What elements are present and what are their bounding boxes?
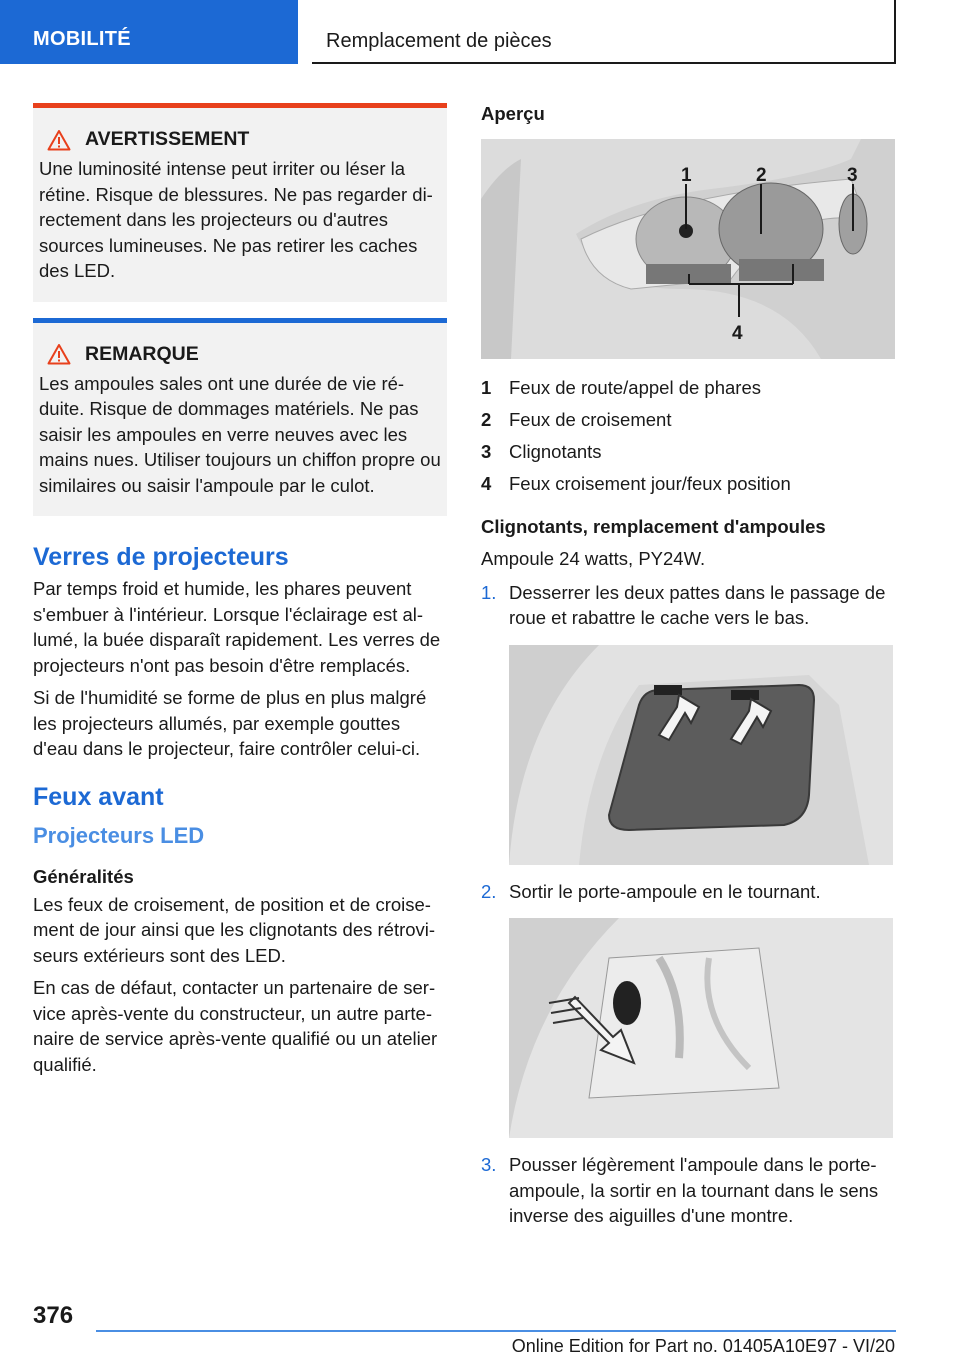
indicators-bulb: Ampoule 24 watts, PY24W. (481, 548, 706, 569)
step-number: 1. (481, 581, 497, 603)
legend-label: Feux de croisement (509, 409, 672, 430)
step-item (481, 580, 895, 631)
warning-text: Une luminosité intense peut irriter ou léser la rétine. Risque de blessures. Ne pas regarder di-rectement dans les projecteurs ou d'autres sources lumineuses. Ne pas retirer les caches des LED. (39, 158, 433, 281)
wheel-arch-cover-figure (509, 645, 893, 865)
warning-triangle-icon (47, 343, 71, 365)
callout-1: 1 (681, 165, 692, 186)
headlight-illustration (481, 139, 895, 359)
warning-title (39, 128, 441, 151)
lenses-paragraph-2: Si de l'humidité se forme de plus en plus malgré les projecteurs allumés, par exemple gouttes d'eau dans le projecteur, faire contrôler celui-ci. (33, 687, 427, 759)
legend-label: Feux de route/appel de phares (509, 377, 761, 398)
legend-label: Clignotants (509, 441, 602, 462)
header-section-label: MOBILITÉ (33, 28, 131, 50)
header-chapter-label: Remplacement de pièces (326, 30, 552, 52)
legend-item (481, 404, 895, 436)
legend-item (481, 436, 895, 468)
left-column (33, 103, 447, 1084)
note-box (33, 318, 447, 517)
step-number: 3. (481, 1154, 497, 1175)
note-title-text: REMARQUE (85, 342, 199, 365)
indicators-title: Clignotants, remplacement d'ampoules (481, 516, 826, 537)
warning-title-text: AVERTISSEMENT (85, 128, 250, 150)
step-item (481, 1152, 895, 1229)
callout-4: 4 (732, 323, 743, 344)
legend-item (481, 372, 895, 404)
right-column (481, 103, 895, 1229)
warning-box (33, 103, 447, 302)
cover-illustration (509, 645, 893, 865)
heading-front-lights: Feux avant (33, 782, 164, 811)
general-title: Généralités (33, 865, 134, 887)
step-number: 2. (481, 880, 497, 902)
step-text: Pousser légèrement l'ampoule dans le porte-ampoule, la sortir en la tournant dans le sens inverse des aiguilles d'une montre. (509, 1154, 879, 1226)
note-text: Les ampoules sales ont une durée de vie ré-duite. Risque de dommages matériels. Ne pas saisir les ampoules en verre neuves avec les mains nues. Utiliser toujours un chiffon propre ou similaires ou saisir l'ampoule par le culot. (39, 372, 441, 496)
callout-3: 3 (847, 165, 858, 186)
footer-divider (96, 1330, 896, 1332)
note-title (39, 343, 441, 366)
step-text: Sortir le porte-ampoule en le tournant. (509, 880, 821, 902)
header-section-tab (0, 0, 298, 64)
header-chapter (312, 0, 896, 64)
step-item (481, 879, 895, 905)
legend-number: 4 (481, 473, 492, 494)
legend-item (481, 468, 895, 500)
heading-lenses: Verres de projecteurs (33, 543, 289, 571)
step-text: Desserrer les deux pattes dans le passage de roue et rabattre le cache vers le bas. (509, 581, 886, 628)
legend-number: 1 (481, 377, 492, 398)
warning-triangle-icon (47, 129, 71, 151)
footer-edition: Online Edition for Part no. 01405A10E97 - VI/20 (511, 1336, 895, 1356)
headlight-overview-figure (481, 139, 895, 359)
overview-legend (481, 372, 895, 500)
front-paragraph-1: Les feux de croisement, de position et de croise-ment de jour ainsi que les clignotants des rétrovi-seurs extérieurs sont des LED. (33, 893, 436, 966)
subheading-led: Projecteurs LED (33, 822, 205, 848)
legend-number: 3 (481, 441, 492, 462)
bulb-holder-illustration (509, 918, 893, 1138)
steps-list (481, 580, 895, 1229)
overview-title: Aperçu (481, 103, 545, 124)
legend-label: Feux croisement jour/feux position (509, 473, 791, 494)
callout-2: 2 (756, 165, 767, 186)
page-number: 376 (33, 1302, 74, 1329)
front-paragraph-2: En cas de défaut, contacter un partenaire de ser-vice après-vente du constructeur, un autre parte-naire de service après-vente qualifié ou un atelier qualifié. (33, 977, 438, 1075)
lenses-paragraph-1: Par temps froid et humide, les phares peuvent s'embuer à l'intérieur. Lorsque l'éclairage est al-lumé, la buée disparaît rapidement. Les verres de projecteurs n'ont pas besoin d'être remplacés. (33, 578, 441, 676)
bulb-holder-figure (509, 918, 893, 1138)
legend-number: 2 (481, 409, 492, 430)
